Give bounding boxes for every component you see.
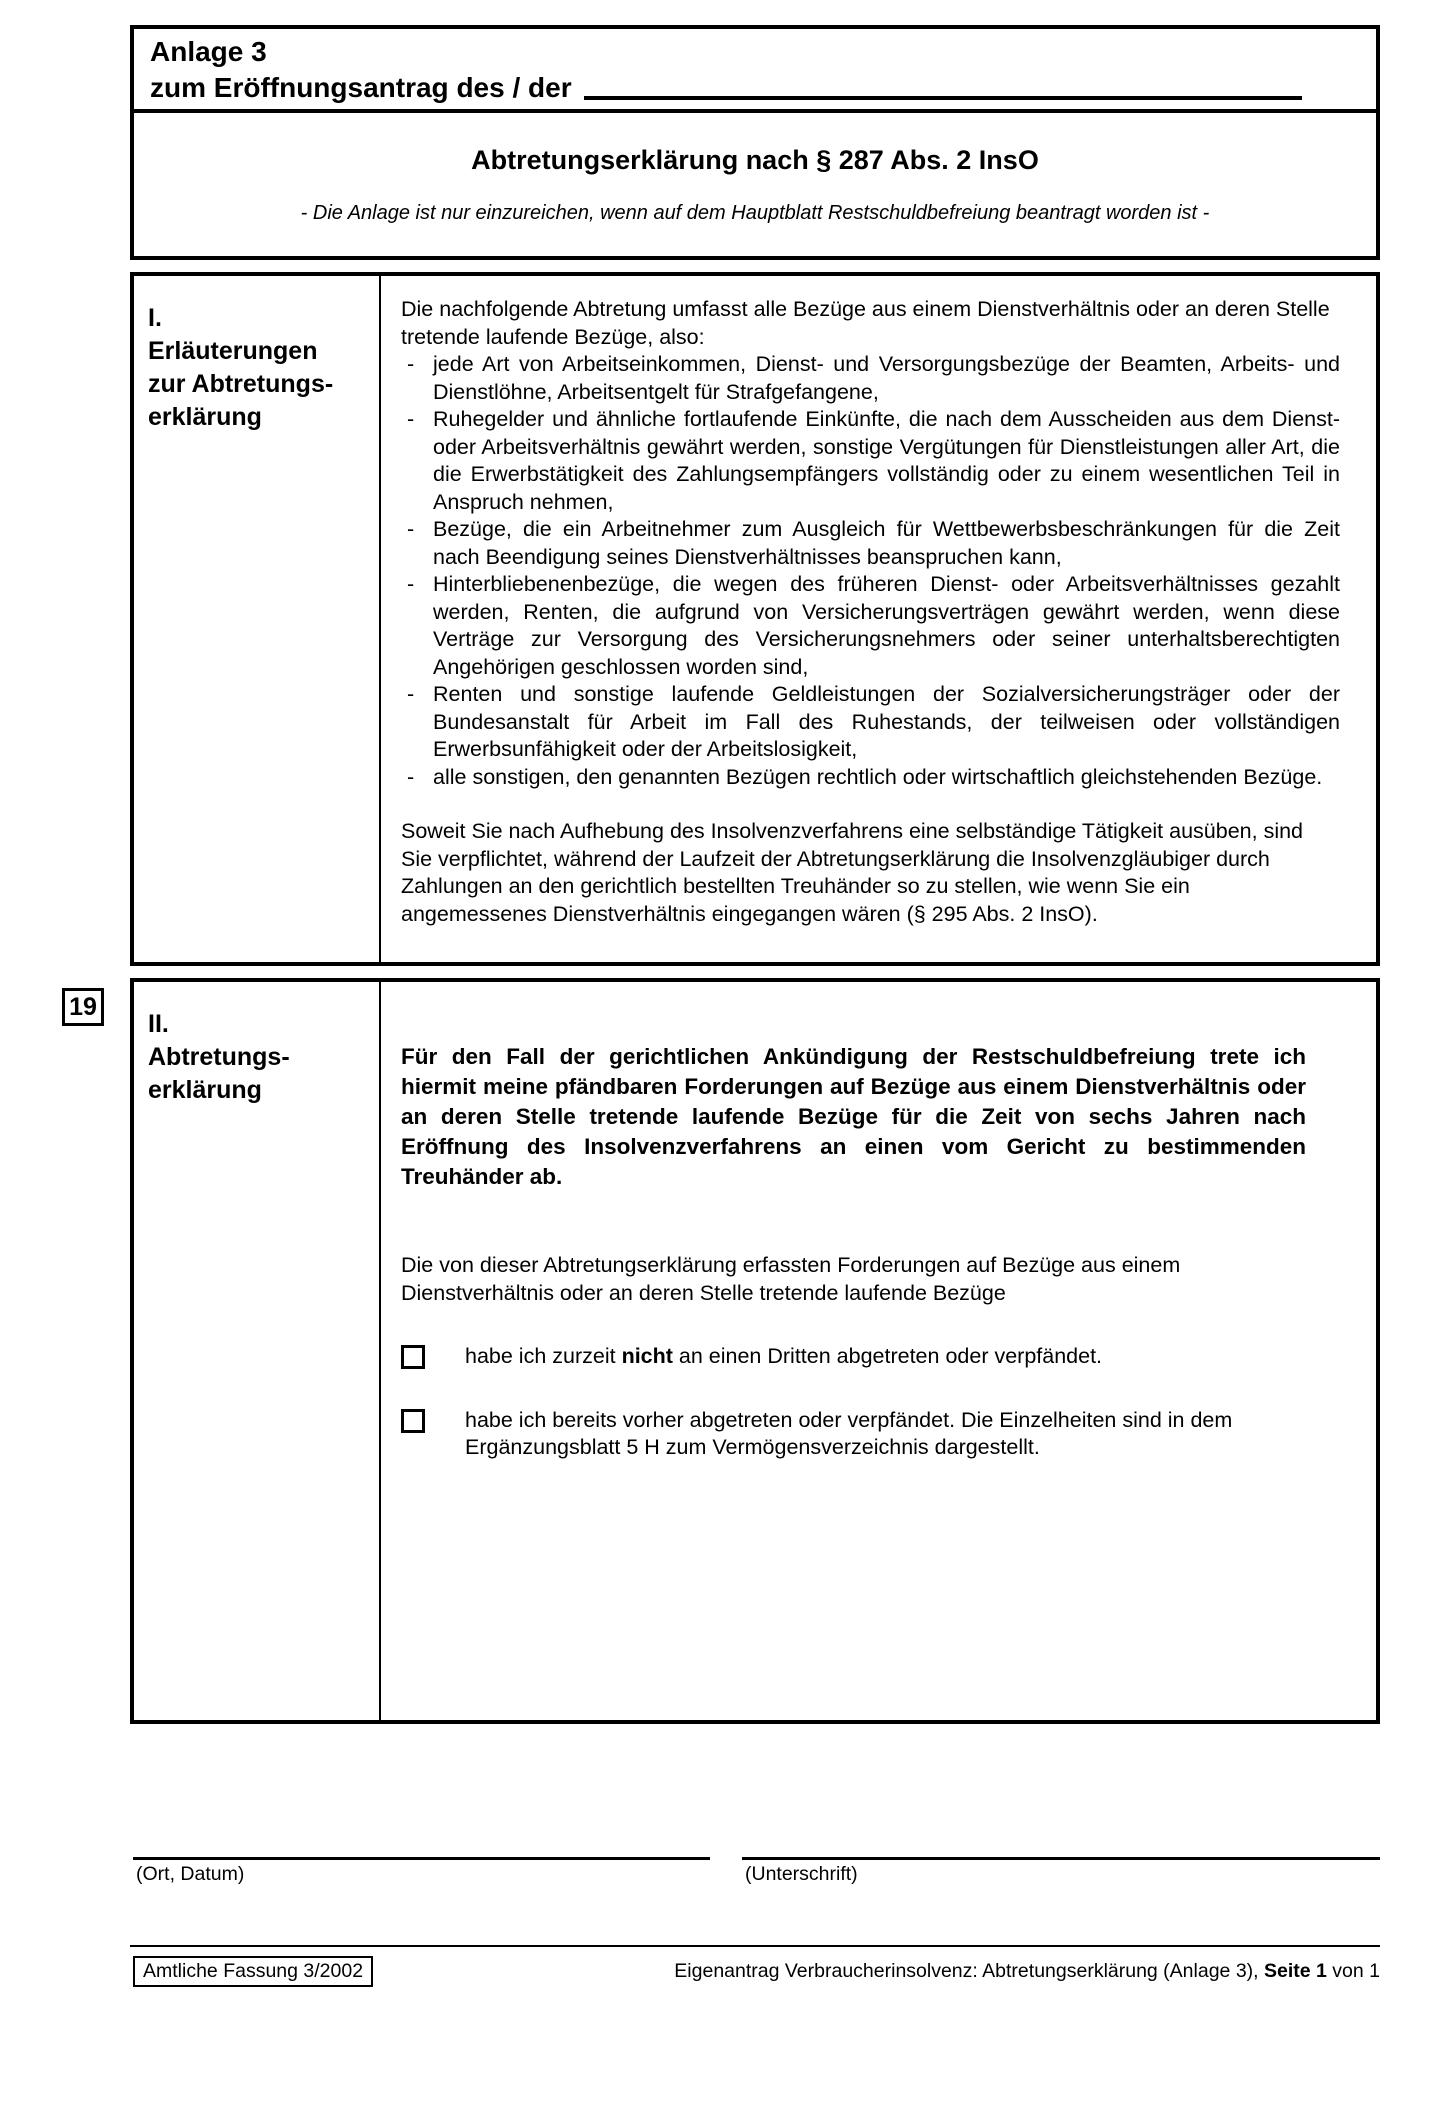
- bullet-dash: -: [407, 517, 415, 541]
- application-line: [150, 71, 1360, 105]
- footer-page-info-suffix: von 1: [1326, 1960, 1380, 1982]
- bullet-text: jede Art von Arbeitseinkommen, Dienst- und Versorgungsbezüge der Beamten, Arbeits- und Dienstlöhne, Arbeitsentgelt für Strafgefangene,: [433, 352, 1340, 404]
- title-box: [130, 109, 1380, 260]
- option-row-not-assigned: [401, 1343, 1340, 1371]
- section-ii-label-line: Abtretungs-: [148, 1043, 290, 1071]
- place-date-line[interactable]: [133, 1857, 710, 1860]
- footer-page-info-text: Eigenantrag Verbraucherinsolvenz: Abtretungserklärung (Anlage 3),: [674, 1960, 1264, 1982]
- option-text-part: habe ich zurzeit: [465, 1344, 622, 1368]
- margin-number-box: [62, 988, 104, 1026]
- signature-label: (Unterschrift): [745, 1863, 858, 1885]
- section-ii-number: II.: [148, 1010, 169, 1038]
- option-row-previously-assigned: [401, 1407, 1340, 1462]
- option-text-bold: nicht: [621, 1344, 673, 1368]
- bullet-text: Hinterbliebenenbezüge, die wegen des früheren Dienst- oder Arbeitsverhältnisses gezahlt werden, Renten, die aufgrund von Versicherungsverträgen gewährt werden, wenn diese Verträge zur Versorgung des Versicherungsnehmers oder seiner unterhaltsberechtigten Angehörigen geschlossen worden sind,: [433, 572, 1340, 679]
- header-box: [130, 25, 1380, 113]
- signature-line[interactable]: [742, 1857, 1380, 1860]
- bullet-item: [401, 406, 1340, 516]
- application-label: zum Eröffnungsantrag des / der: [150, 72, 572, 103]
- footer-page-info: [674, 1960, 1380, 1983]
- footer-version-box: Amtliche Fassung 3/2002: [133, 1956, 373, 1987]
- self-employment-note: Soweit Sie nach Aufhebung des Insolvenzverfahrens eine selbständige Tätigkeit ausüben, sind Sie verpflichtet, während der Laufzeit der Abtretungserklärung die Insolvenzgläubiger durch Zahlungen an den gerichtlich bestellten Treuhänder so zu stellen, wie wenn Sie ein angemessenes Dienstverhältnis eingegangen wären (§ 295 Abs. 2 InsO).: [401, 819, 1304, 926]
- option-previously-assigned-text: habe ich bereits vorher abgetreten oder verpfändet. Die Einzelheiten sind in dem Ergänzungsblatt 5 H zum Vermögensverzeichnis dargestellt.: [465, 1407, 1233, 1459]
- form-note: - Die Anlage ist nur einzureichen, wenn auf dem Hauptblatt Restschuldbefreiung beantragt worden ist -: [300, 202, 1210, 224]
- form-title: Abtretungserklärung nach § 287 Abs. 2 InsO: [471, 145, 1039, 175]
- place-date-label: (Ort, Datum): [136, 1863, 245, 1885]
- bullet-item: [401, 764, 1340, 792]
- applicant-name-field[interactable]: [584, 95, 1302, 100]
- bullet-text: Renten und sonstige laufende Geldleistungen der Sozialversicherungsträger oder der Bundesanstalt für Arbeit im Fall des Ruhestands, der teilweisen oder vollständigen Erwerbsunfähigkeit oder der Arbeitslosigkeit,: [433, 682, 1340, 761]
- section-ii-box: [130, 978, 1380, 1724]
- assignment-declaration: Für den Fall der gerichtlichen Ankündigung der Restschuldbefreiung trete ich hiermit meine pfändbaren Forderungen auf Bezüge aus einem Dienstverhältnis oder an deren Stelle tretende laufende Bezüge für die Zeit von sechs Jahren nach Eröffnung des Insolvenzverfahrens an einen vom Gericht zu bestimmenden Treuhänder ab.: [401, 1044, 1306, 1189]
- section-i-number: I.: [148, 304, 162, 332]
- section-i-label-line: zur Abtretungs-: [148, 370, 334, 398]
- annex-label: Anlage 3: [150, 36, 267, 67]
- section-ii-body: [381, 982, 1376, 1720]
- section-i-body: [381, 276, 1376, 962]
- bullet-item: [401, 516, 1340, 571]
- bullet-item: [401, 351, 1340, 406]
- assigned-claims-intro: Die von dieser Abtretungserklärung erfassten Forderungen auf Bezüge aus einem Dienstverhältnis oder an deren Stelle tretende laufende Bezüge: [401, 1253, 1181, 1305]
- bullet-dash: -: [407, 682, 415, 706]
- footer-page-number: Seite 1: [1264, 1960, 1327, 1982]
- bullet-item: [401, 681, 1340, 764]
- margin-number: 19: [69, 992, 97, 1021]
- option-not-assigned-text: [465, 1343, 1305, 1371]
- bullet-dash: -: [407, 407, 415, 431]
- section-i-box: [130, 272, 1380, 966]
- section-ii-label: [134, 982, 381, 1720]
- section-i-intro: Die nachfolgende Abtretung umfasst alle Bezüge aus einem Dienstverhältnis oder an deren Stelle tretende laufende Bezüge, also:: [401, 297, 1330, 349]
- bullet-item: [401, 571, 1340, 681]
- bullet-text: Ruhegelder und ähnliche fortlaufende Einkünfte, die nach dem Ausscheiden aus dem Dienst- oder Arbeitsverhältnis gewährt werden, sonstige Vergütungen für Dienstleistungen aller Art, die die Erwerbstätigkeit des Zahlungsempfängers vollständig oder zu einem wesentlichen Teil in Anspruch nehmen,: [433, 407, 1340, 514]
- checkbox-previously-assigned[interactable]: [401, 1409, 425, 1433]
- bullet-text: alle sonstigen, den genannten Bezügen rechtlich oder wirtschaftlich gleichstehenden Bezüge.: [433, 764, 1323, 789]
- option-text-part: an einen Dritten abgetreten oder verpfändet.: [672, 1344, 1103, 1368]
- section-i-label-line: erklärung: [148, 403, 262, 431]
- bullet-dash: -: [407, 764, 415, 789]
- section-i-label: [134, 276, 381, 962]
- bullet-text: Bezüge, die ein Arbeitnehmer zum Ausgleich für Wettbewerbsbeschränkungen für die Zeit nach Beendigung seines Dienstverhältnisses beanspruchen kann,: [433, 517, 1340, 569]
- section-ii-label-line: erklärung: [148, 1076, 262, 1104]
- bullet-dash: -: [407, 352, 415, 376]
- footer-divider: [130, 1945, 1380, 1947]
- checkbox-not-assigned[interactable]: [401, 1345, 425, 1369]
- bullet-dash: -: [407, 572, 415, 596]
- section-i-label-line: Erläuterungen: [148, 337, 318, 365]
